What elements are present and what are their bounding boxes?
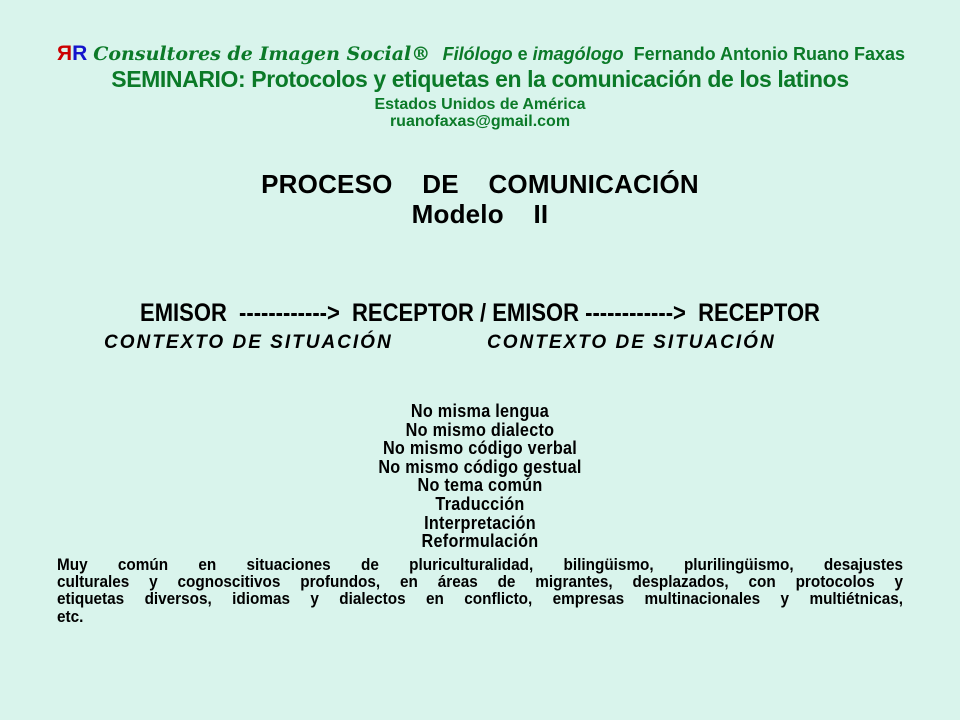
barrier-item: Traducción (435, 493, 525, 514)
context-label-right: CONTEXTO DE SITUACIÓN (487, 332, 776, 353)
barrier-item: No mismo dialecto (405, 419, 555, 440)
brand-company-name: Consultores de Imagen Social® (93, 43, 431, 65)
barrier-item: Interpretación (424, 512, 536, 533)
section-heading-line1: PROCESO DE COMUNICACIÓN (261, 169, 699, 199)
barrier-item: No misma lengua (410, 401, 550, 421)
author-credit (443, 44, 905, 65)
seminar-title: SEMINARIO: Protocolos y etiquetas en la comunicación de los latinos (111, 66, 849, 92)
communication-flow-line: EMISOR ------------> RECEPTOR / EMISOR ------------> RECEPTOR (140, 299, 820, 327)
barrier-item: No mismo código verbal (382, 438, 578, 459)
brand-logo (57, 42, 430, 66)
barrier-item: No mismo código gestual (378, 456, 582, 477)
brand-glyph-r: R (72, 42, 88, 65)
barriers-list (48, 402, 912, 551)
paragraph-line: etc. (57, 606, 84, 626)
seminar-location: Estados Unidos de América (374, 96, 586, 113)
brand-glyph-reversed-r: Я (57, 42, 73, 65)
bottom-paragraph (57, 556, 903, 625)
author-name: Fernando Antonio Ruano Faxas (623, 44, 905, 64)
author-role-filologo: Filólogo (442, 44, 513, 64)
barrier-item: No tema común (417, 475, 543, 496)
author-conjunction: e (512, 44, 533, 64)
paragraph-line: culturales y cognoscitivos profundos, en áreas de migrantes, desplazados, con protocolos y (57, 572, 903, 592)
context-label-left: CONTEXTO DE SITUACIÓN (104, 332, 393, 353)
paragraph-line: Muy común en situaciones de pluriculturalidad, bilingüismo, plurilingüismo, desajustes (57, 555, 903, 574)
contact-email: ruanofaxas@gmail.com (389, 113, 571, 130)
header-row (57, 42, 905, 66)
author-role-imagologo: imagólogo (532, 44, 624, 64)
barrier-item: Reformulación (421, 531, 539, 552)
paragraph-line: etiquetas diversos, idiomas y dialectos en conflicto, empresas multinacionales y multiétnicas, (57, 589, 903, 609)
section-heading-line2: Modelo II (411, 199, 549, 229)
